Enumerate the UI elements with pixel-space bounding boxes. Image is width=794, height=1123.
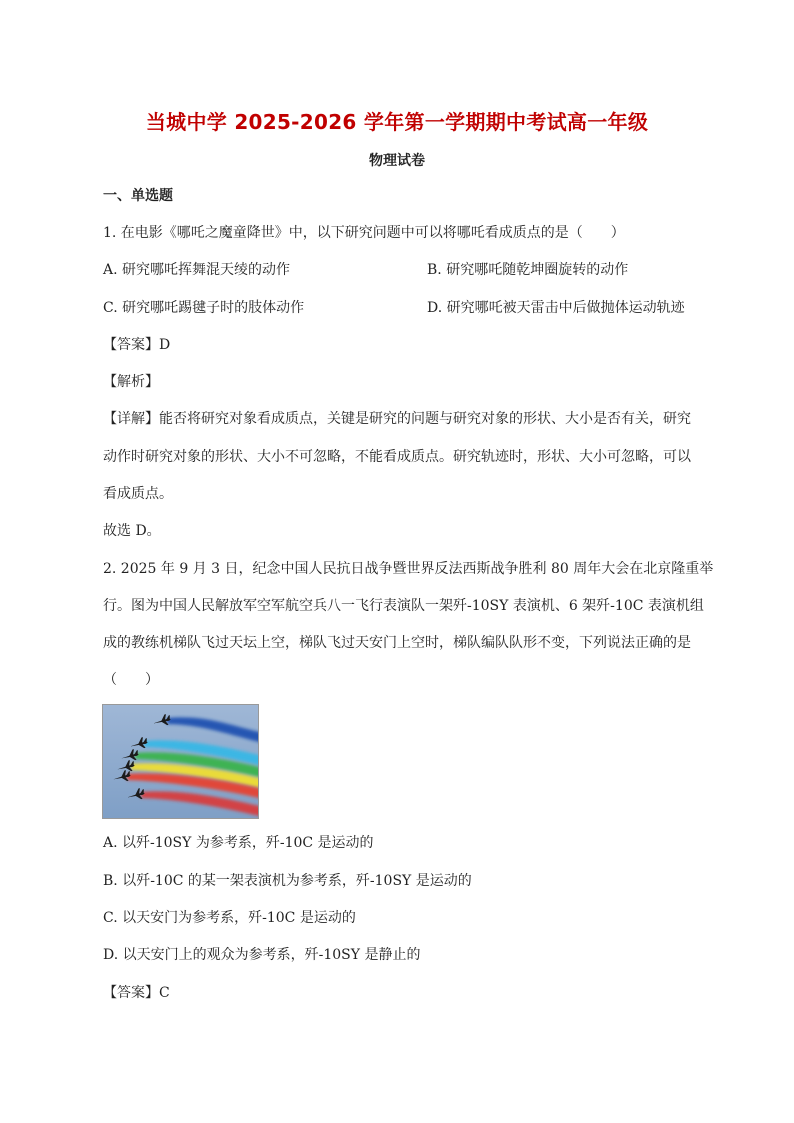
q2-stem-line-2: 行。图为中国人民解放军空军航空兵八一飞行表演队一架歼-10SY 表演机、6 架歼-10C 表演机组: [103, 598, 704, 614]
exam-subtitle: 物理试卷: [369, 153, 425, 169]
q2-option-c: C. 以天安门为参考系，歼-10C 是运动的: [103, 910, 356, 926]
q2-answer: 【答案】C: [103, 985, 170, 1001]
q2-option-b: B. 以歼-10C 的某一架表演机为参考系，歼-10SY 是运动的: [103, 873, 472, 889]
q2-option-a: A. 以歼-10SY 为参考系，歼-10C 是运动的: [103, 835, 374, 851]
q1-option-b: B. 研究哪吒随乾坤圈旋转的动作: [427, 262, 629, 278]
q2-stem-line-3: 成的教练机梯队飞过天坛上空，梯队飞过天安门上空时，梯队编队队形不变，下列说法正确的是: [103, 635, 691, 651]
q2-option-d: D. 以天安门上的观众为参考系，歼-10SY 是静止的: [103, 947, 421, 963]
q1-detail-line-1: 【详解】能否将研究对象看成质点，关键是研究的问题与研究对象的形状、大小是否有关，研究: [103, 411, 691, 427]
q1-option-a: A. 研究哪吒挥舞混天绫的动作: [103, 262, 291, 278]
q2-stem-line-1: 2. 2025 年 9 月 3 日，纪念中国人民抗日战争暨世界反法西斯战争胜利 80 周年大会在北京隆重举: [103, 561, 714, 577]
q1-conclusion: 故选 D。: [103, 523, 161, 539]
aerobatic-team-photo: [102, 704, 259, 819]
q1-analysis-label: 【解析】: [103, 374, 159, 390]
section-heading: 一、单选题: [103, 188, 173, 204]
aerobatic-team-illustration: [103, 705, 258, 818]
q1-detail-line-2: 动作时研究对象的形状、大小不可忽略，不能看成质点。研究轨迹时，形状、大小可忽略，可以: [103, 449, 691, 465]
q1-option-d: D. 研究哪吒被天雷击中后做抛体运动轨迹: [427, 300, 685, 316]
q1-stem: 1. 在电影《哪吒之魔童降世》中，以下研究问题中可以将哪吒看成质点的是（ ）: [103, 225, 625, 241]
q1-detail-line-3: 看成质点。: [103, 486, 173, 502]
exam-title: 当城中学 2025-2026 学年第一学期期中考试高一年级: [145, 110, 649, 134]
q1-option-c: C. 研究哪吒踢毽子时的肢体动作: [103, 300, 305, 316]
q1-answer: 【答案】D: [103, 337, 171, 353]
q2-stem-line-4: （ ）: [103, 672, 159, 688]
